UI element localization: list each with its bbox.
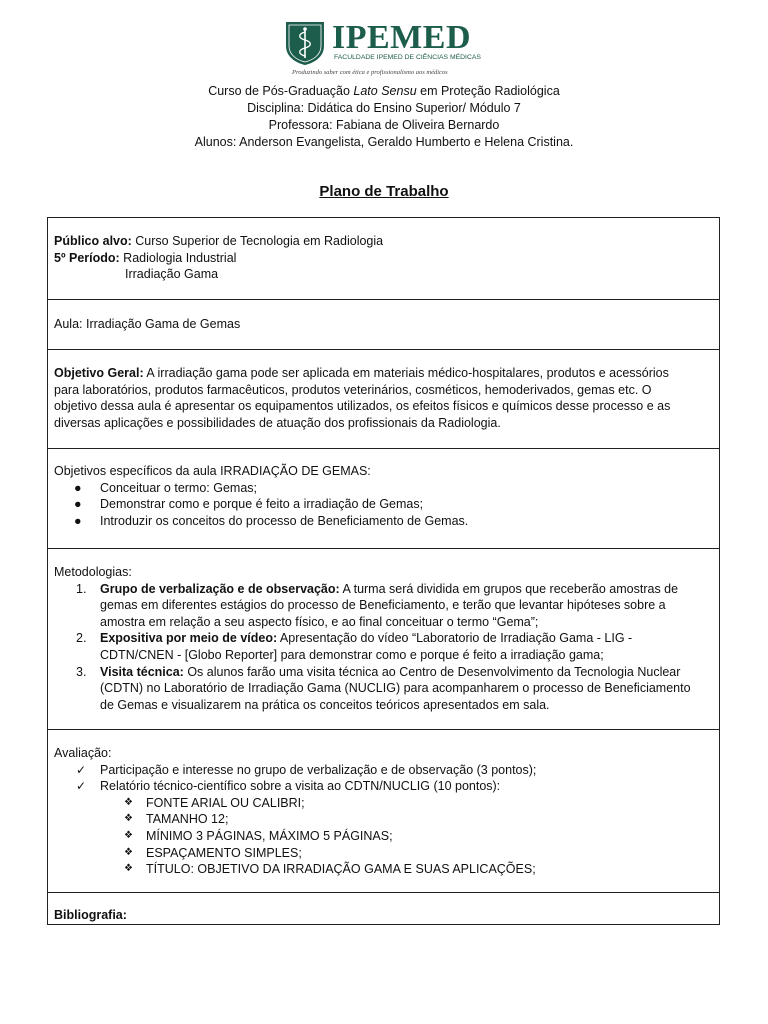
avaliacao-label: Avaliação: — [54, 746, 112, 760]
caduceus-shield-icon — [284, 20, 326, 66]
periodo-value: Radiologia Industrial — [119, 250, 237, 265]
bullet-icon: ● — [74, 497, 82, 512]
professor-line: Professora: Fabiana de Oliveira Bernardo — [268, 118, 500, 132]
aula-label: Aula: — [54, 317, 83, 331]
objetivos-especificos-label: Objetivos específicos da aula IRRADIAÇÃO DE GEMAS: — [54, 464, 371, 478]
work-plan-table — [47, 217, 720, 925]
section-objetivos-especificos — [48, 449, 719, 549]
list-subitem-text: MÍNIMO 3 PÁGINAS, MÁXIMO 5 PÁGINAS; — [146, 828, 393, 843]
objetivo-geral-line2: para laboratórios, produtos farmacêuticos, produtos veterinários, cosméticos, hemoderivados, gemas etc. O — [54, 382, 652, 397]
list-item-text: Relatório técnico-científico sobre a visita ao CDTN/NUCLIG (10 pontos): — [100, 779, 501, 794]
item-text-cont: (CDTN) no Laboratório de Irradiação Gama (NUCLIG) para acompanharem o processo de Beneficiamento — [100, 681, 691, 696]
list-subitem — [54, 845, 713, 862]
list-item-text: Demonstrar como e porque é feito a irradiação de Gemas; — [100, 497, 424, 512]
list-subitem — [54, 861, 713, 878]
item-text-cont: gemas em diferentes estágios do processo de Beneficiamento, e terão que levantar hipóteses sobre a — [100, 598, 666, 613]
list-subitem — [54, 811, 713, 828]
list-subitem-text: TÍTULO: OBJETIVO DA IRRADIAÇÃO GAMA E SUAS APLICAÇÕES; — [146, 862, 536, 877]
item-text-cont: CDTN/CNEN - [Globo Reporter] para demonstrar como e porque é feito a irradiação gama; — [100, 647, 604, 662]
list-item — [54, 762, 713, 779]
list-item — [54, 496, 713, 513]
list-subitem-text: ESPAÇAMENTO SIMPLES; — [146, 845, 302, 860]
course-suffix: em Proteção Radiológica — [416, 84, 560, 98]
diamond-bullet-icon: ❖ — [124, 846, 133, 858]
publico-value: Curso Superior de Tecnologia em Radiologia — [131, 234, 384, 248]
item-text: A turma será dividida em grupos que receberão amostras de — [339, 581, 679, 596]
list-item — [54, 581, 713, 598]
bullet-icon: ● — [74, 480, 82, 495]
section-objetivo-geral — [48, 350, 719, 449]
item-number: 3. — [76, 664, 87, 679]
list-item — [54, 513, 713, 530]
aula-value: Irradiação Gama de Gemas — [82, 317, 241, 331]
periodo-label: 5º Período: — [54, 250, 120, 265]
logo-slogan: Produzindo saber com ética e profissionalismo aos médicos — [292, 69, 448, 76]
bibliografia-label: Bibliografia: — [54, 908, 127, 922]
diamond-bullet-icon: ❖ — [124, 829, 133, 841]
discipline-line: Disciplina: Didática do Ensino Superior/ Módulo 7 — [247, 101, 521, 115]
course-prefix: Curso de Pós-Graduação — [208, 84, 354, 98]
logo-subtitle: FACULDADE IPEMED DE CIÊNCIAS MÉDICAS — [334, 54, 481, 61]
list-item — [54, 630, 713, 647]
page-title: Plano de Trabalho — [319, 183, 449, 200]
list-subitem-text: TAMANHO 12; — [146, 812, 229, 827]
publico-label: Público alvo: — [54, 234, 132, 248]
objetivo-geral-line3: objetivo dessa aula é apresentar os equipamentos utilizados, os efeitos físicos e químicos desse processo e as — [54, 399, 671, 414]
students-line: Alunos: Anderson Evangelista, Geraldo Humberto e Helena Cristina. — [194, 135, 574, 149]
item-text: Os alunos farão uma visita técnica ao Centro de Desenvolvimento da Tecnologia Nuclear — [183, 664, 681, 679]
section-aula — [48, 300, 719, 350]
item-text-cont: de Gemas e visualizarem na prática os conceitos teóricos apresentados em sala. — [100, 697, 550, 712]
item-number: 2. — [76, 631, 87, 646]
item-heading: Visita técnica: — [100, 664, 184, 679]
list-subitem — [54, 795, 713, 812]
course-line — [0, 83, 768, 100]
objetivo-geral-line4: diversas aplicações e possibilidades de atuação dos profissionais da Radiologia. — [54, 415, 501, 430]
bullet-icon: ● — [74, 513, 82, 528]
item-text-cont: amostra em relação a seu aspecto físico, e ao final conceituar o termo “Gema”; — [100, 614, 539, 629]
list-item-text: Conceituar o termo: Gemas; — [100, 480, 258, 495]
diamond-bullet-icon: ❖ — [124, 863, 133, 875]
logo-wordmark: IPEMED — [332, 19, 471, 56]
objetivo-geral-line1: A irradiação gama pode ser aplicada em materiais médico-hospitalares, produtos e acessórios — [143, 366, 669, 380]
section-publico-alvo — [48, 218, 719, 300]
checkmark-icon: ✓ — [76, 779, 87, 794]
checkmark-icon: ✓ — [76, 762, 87, 777]
document-header — [0, 83, 768, 151]
list-item-text: Introduzir os conceitos do processo de Beneficiamento de Gemas. — [100, 513, 469, 528]
section-metodologias — [48, 549, 719, 730]
item-heading: Expositiva por meio de vídeo: — [100, 631, 278, 646]
objetivo-geral-label: Objetivo Geral: — [54, 366, 144, 380]
item-heading: Grupo de verbalização e de observação: — [100, 581, 340, 596]
course-latin: Lato Sensu — [353, 84, 417, 98]
item-text: Apresentação do vídeo “Laboratorio de Irradiação Gama - LIG - — [277, 631, 633, 646]
item-number: 1. — [76, 581, 87, 596]
periodo-value-2: Irradiação Gama — [125, 267, 219, 282]
list-item — [54, 664, 713, 681]
diamond-bullet-icon: ❖ — [124, 813, 133, 825]
list-item — [54, 480, 713, 497]
list-item-text: Participação e interesse no grupo de verbalização e de observação (3 pontos); — [100, 762, 537, 777]
metodologias-label: Metodologias: — [54, 565, 132, 579]
ipemed-logo — [284, 18, 494, 82]
section-avaliacao — [48, 730, 719, 893]
list-item — [54, 778, 713, 795]
list-subitem — [54, 828, 713, 845]
diamond-bullet-icon: ❖ — [124, 796, 133, 808]
section-bibliografia — [48, 893, 719, 924]
list-subitem-text: FONTE ARIAL OU CALIBRI; — [146, 795, 305, 810]
